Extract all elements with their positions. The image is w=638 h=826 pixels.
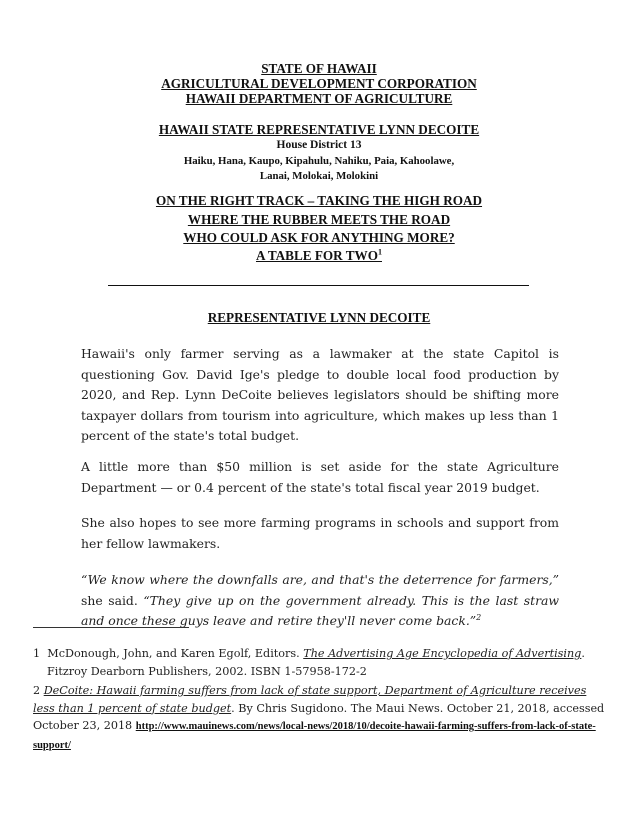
slogan-line1: ON THE RIGHT TRACK – TAKING THE HIGH ROAD	[155, 193, 483, 208]
footnote-2-source: . By Chris Sugidono. The Maui News. October 21, 2018, accessed October 23, 2018	[33, 701, 605, 732]
footnote-1-number: 1	[33, 647, 41, 660]
header-district: House District 13	[276, 139, 362, 151]
footnote-1-publisher: . Fitzroy Dearborn Publishers, 2002. ISBN 1-57958-172-2	[47, 647, 585, 678]
footnote-separator	[33, 627, 189, 628]
paragraph-4	[81, 570, 559, 632]
paragraph-3: She also hopes to see more farming programs in schools and support from her fellow lawmakers.	[81, 515, 559, 551]
slogan-line2: WHERE THE RUBBER MEETS THE ROAD	[187, 212, 451, 227]
footnote-2-title: DeCoite: Hawaii farming suffers from lack of state support, Department of Agriculture receives less than 1 percent of state budget	[33, 684, 587, 715]
footnote-1	[33, 645, 619, 680]
header-corporation: AGRICULTURAL DEVELOPMENT CORPORATION	[161, 76, 477, 91]
horizontal-rule	[108, 285, 529, 286]
slogan-line4-text: A TABLE FOR TWO	[255, 248, 378, 263]
footnote-1-authors: McDonough, John, and Karen Egolf, Editors.	[47, 647, 304, 660]
footnote-2	[33, 682, 605, 754]
header-state: STATE OF HAWAII	[261, 61, 377, 76]
header-department: HAWAII DEPARTMENT OF AGRICULTURE	[185, 91, 453, 106]
slogan-line3: WHO COULD ASK FOR ANYTHING MORE?	[183, 230, 455, 245]
header-areas-line2: Lanai, Molokai, Molokini	[259, 170, 379, 182]
slogan-line4	[0, 248, 638, 264]
header-areas-line1: Haiku, Hana, Kaupo, Kipahulu, Nahiku, Paia, Kahoolawe,	[183, 155, 455, 167]
section-title: REPRESENTATIVE LYNN DECOITE	[207, 310, 431, 325]
quote-part2: “They give up on the government already. This is the last straw and once these guys leave and retire they'll never come back.”	[81, 592, 559, 628]
footnote-1-title: The Advertising Age Encyclopedia of Advertising	[303, 647, 582, 660]
footnote-ref-1[interactable]: 1	[378, 247, 382, 257]
header-representative: HAWAII STATE REPRESENTATIVE LYNN DECOITE	[158, 122, 480, 137]
paragraph-2: A little more than $50 million is set aside for the state Agriculture Department — or 0.4 percent of the state's total fiscal year 2019 budget.	[81, 459, 559, 495]
footnote-ref-2[interactable]: 2	[476, 612, 482, 622]
quote-part1: “We know where the downfalls are, and that's the deterrence for farmers,”	[81, 572, 559, 587]
quote-attribution: she said.	[81, 592, 144, 608]
footnote-2-link[interactable]: http://www.mauinews.com/news/local-news/2018/10/decoite-hawaii-farming-suffers-from-lack-of-state-support/	[33, 721, 596, 751]
footnote-2-number: 2	[33, 684, 44, 697]
paragraph-1: Hawaii's only farmer serving as a lawmaker at the state Capitol is questioning Gov. David Ige's pledge to double local food production by 2020, and Rep. Lynn DeCoite believes legislators should be shifting more taxpayer dollars from tourism into agriculture, which makes up less than 1 percent of the state's total budget.	[81, 346, 559, 443]
